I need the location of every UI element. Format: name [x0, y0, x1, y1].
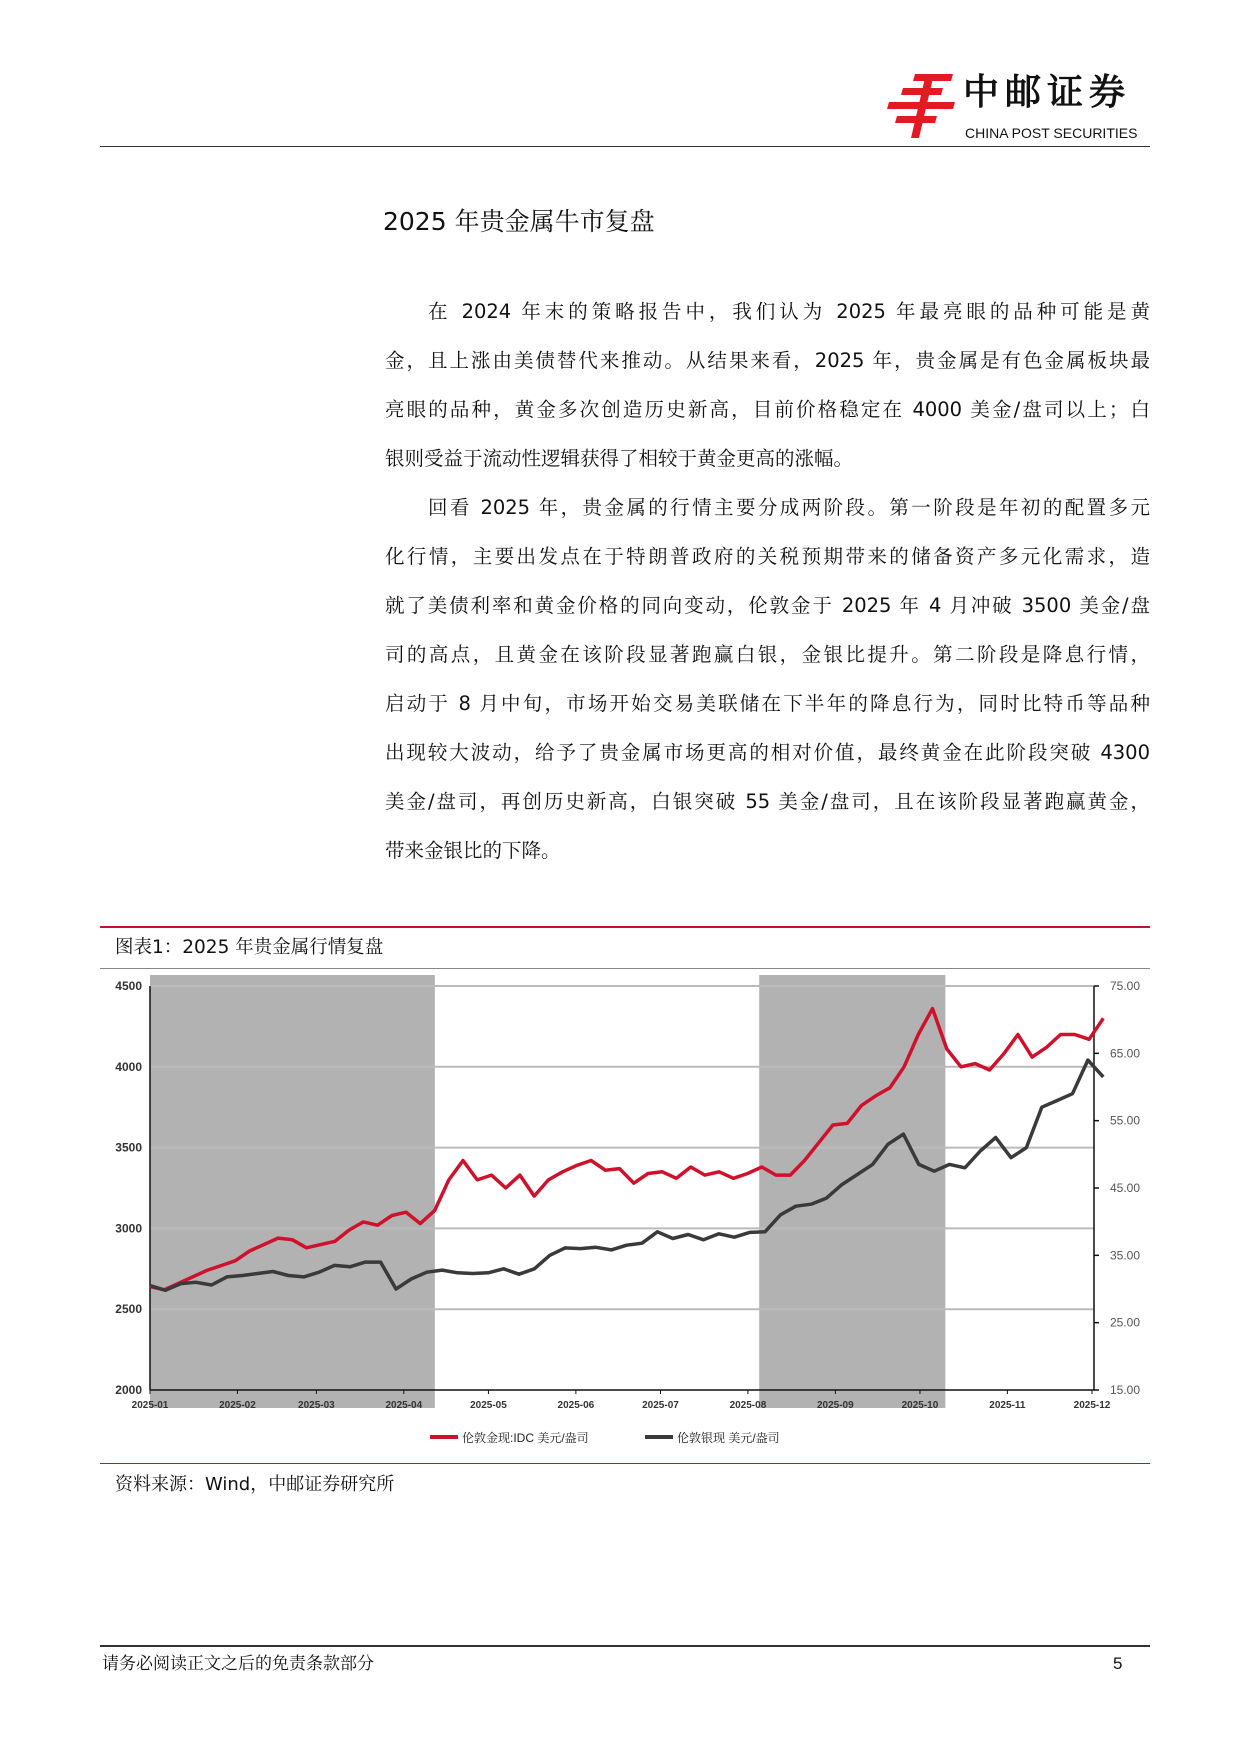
x-axis-tick-label: 2025-09: [816, 1400, 854, 1411]
right-axis-tick-label: 65.00: [1110, 1046, 1141, 1061]
right-axis-tick-label: 45.00: [1110, 1181, 1141, 1195]
x-axis-tick-label: 2025-08: [729, 1400, 767, 1411]
figure-title: 图表1：2025 年贵金属行情复盘: [115, 937, 384, 958]
right-axis-tick-label: 25.00: [1110, 1315, 1141, 1330]
x-axis-tick-label: 2025-04: [385, 1400, 423, 1411]
paragraph-line: 启动于 8 月中旬，市场开始交易美联储在下半年的降息行为，同时比特币等品种: [385, 692, 1150, 715]
footer-divider: [100, 1645, 1150, 1647]
x-axis-tick-label: 2025-10: [901, 1400, 939, 1411]
right-axis-tick-label: 15.00: [1110, 1383, 1141, 1397]
paragraph-line: 司的高点，且黄金在该阶段显著跑赢白银，金银比提升。第二阶段是降息行情，: [385, 643, 1150, 666]
left-axis-tick-label: 2500: [115, 1302, 142, 1317]
paragraph-line: 就了美债利率和黄金价格的同向变动，伦敦金于 2025 年 4 月冲破 3500 美金/盘: [385, 594, 1150, 617]
right-axis-tick-label: 75.00: [1110, 979, 1141, 993]
paragraph-line: 回看 2025 年，贵金属的行情主要分成两阶段。第一阶段是年初的配置多元: [428, 496, 1150, 519]
figure-bottom-rule: [100, 1463, 1150, 1464]
figure-top-rule: [100, 926, 1150, 928]
logo-english-name: CHINA POST SECURITIES: [965, 125, 1138, 141]
paragraph-line: 美金/盘司，再创历史新高，白银突破 55 美金/盘司，且在该阶段显著跑赢黄金，: [385, 790, 1150, 813]
x-axis-tick-label: 2025-06: [557, 1400, 595, 1411]
left-axis-tick-label: 2000: [115, 1383, 142, 1397]
left-axis-tick-label: 4500: [115, 979, 142, 993]
right-axis-tick-label: 35.00: [1110, 1248, 1141, 1263]
shaded-period: [150, 975, 435, 1408]
left-axis-tick-label: 3000: [115, 1221, 142, 1236]
x-axis-tick-label: 2025-01: [131, 1400, 169, 1411]
x-axis-tick-label: 2025-05: [470, 1400, 507, 1411]
paragraph-line: 金，且上涨由美债替代来推动。从结果来看，2025 年，贵金属是有色金属板块最: [385, 349, 1150, 372]
paragraph-line: 亮眼的品种，黄金多次创造历史新高，目前价格稳定在 4000 美金/盘司以上；白: [385, 398, 1150, 421]
footer-disclaimer: 请务必阅读正文之后的免责条款部分: [102, 1654, 374, 1674]
section-title: 2025 年贵金属牛市复盘: [383, 207, 655, 236]
legend-label: 伦敦银现 美元/盎司: [677, 1431, 780, 1445]
figure-source: 资料来源：Wind，中邮证券研究所: [115, 1474, 395, 1495]
x-axis-tick-label: 2025-11: [989, 1400, 1026, 1411]
left-axis-tick-label: 3500: [115, 1140, 142, 1155]
china-post-logo-icon: [885, 72, 957, 140]
legend-label: 伦敦金现:IDC 美元/盎司: [462, 1431, 589, 1445]
header-divider: [100, 146, 1150, 147]
x-axis-tick-label: 2025-07: [642, 1400, 679, 1411]
logo-chinese-name: 中邮证券: [963, 72, 1132, 113]
paragraph-line: 化行情，主要出发点在于特朗普政府的关税预期带来的储备资产多元化需求，造: [385, 545, 1150, 568]
paragraph-line: 银则受益于流动性逻辑获得了相较于黄金更高的涨幅。: [385, 447, 854, 470]
left-axis-tick-label: 4000: [115, 1059, 142, 1074]
company-logo: [885, 72, 1155, 146]
paragraph-line: 在 2024 年末的策略报告中，我们认为 2025 年最亮眼的品种可能是黄: [428, 300, 1150, 323]
x-axis-tick-label: 2025-12: [1073, 1400, 1111, 1411]
x-axis-tick-label: 2025-03: [298, 1400, 335, 1411]
page-number: 5: [1113, 1654, 1123, 1673]
figure-title-rule: [100, 968, 1150, 969]
paragraph-line: 带来金银比的下降。: [385, 839, 561, 862]
right-axis-tick-label: 55.00: [1110, 1113, 1141, 1128]
precious-metals-chart: [100, 975, 1150, 1455]
paragraph-line: 出现较大波动，给予了贵金属市场更高的相对价值，最终黄金在此阶段突破 4300: [385, 741, 1150, 764]
x-axis-tick-label: 2025-02: [219, 1400, 256, 1411]
